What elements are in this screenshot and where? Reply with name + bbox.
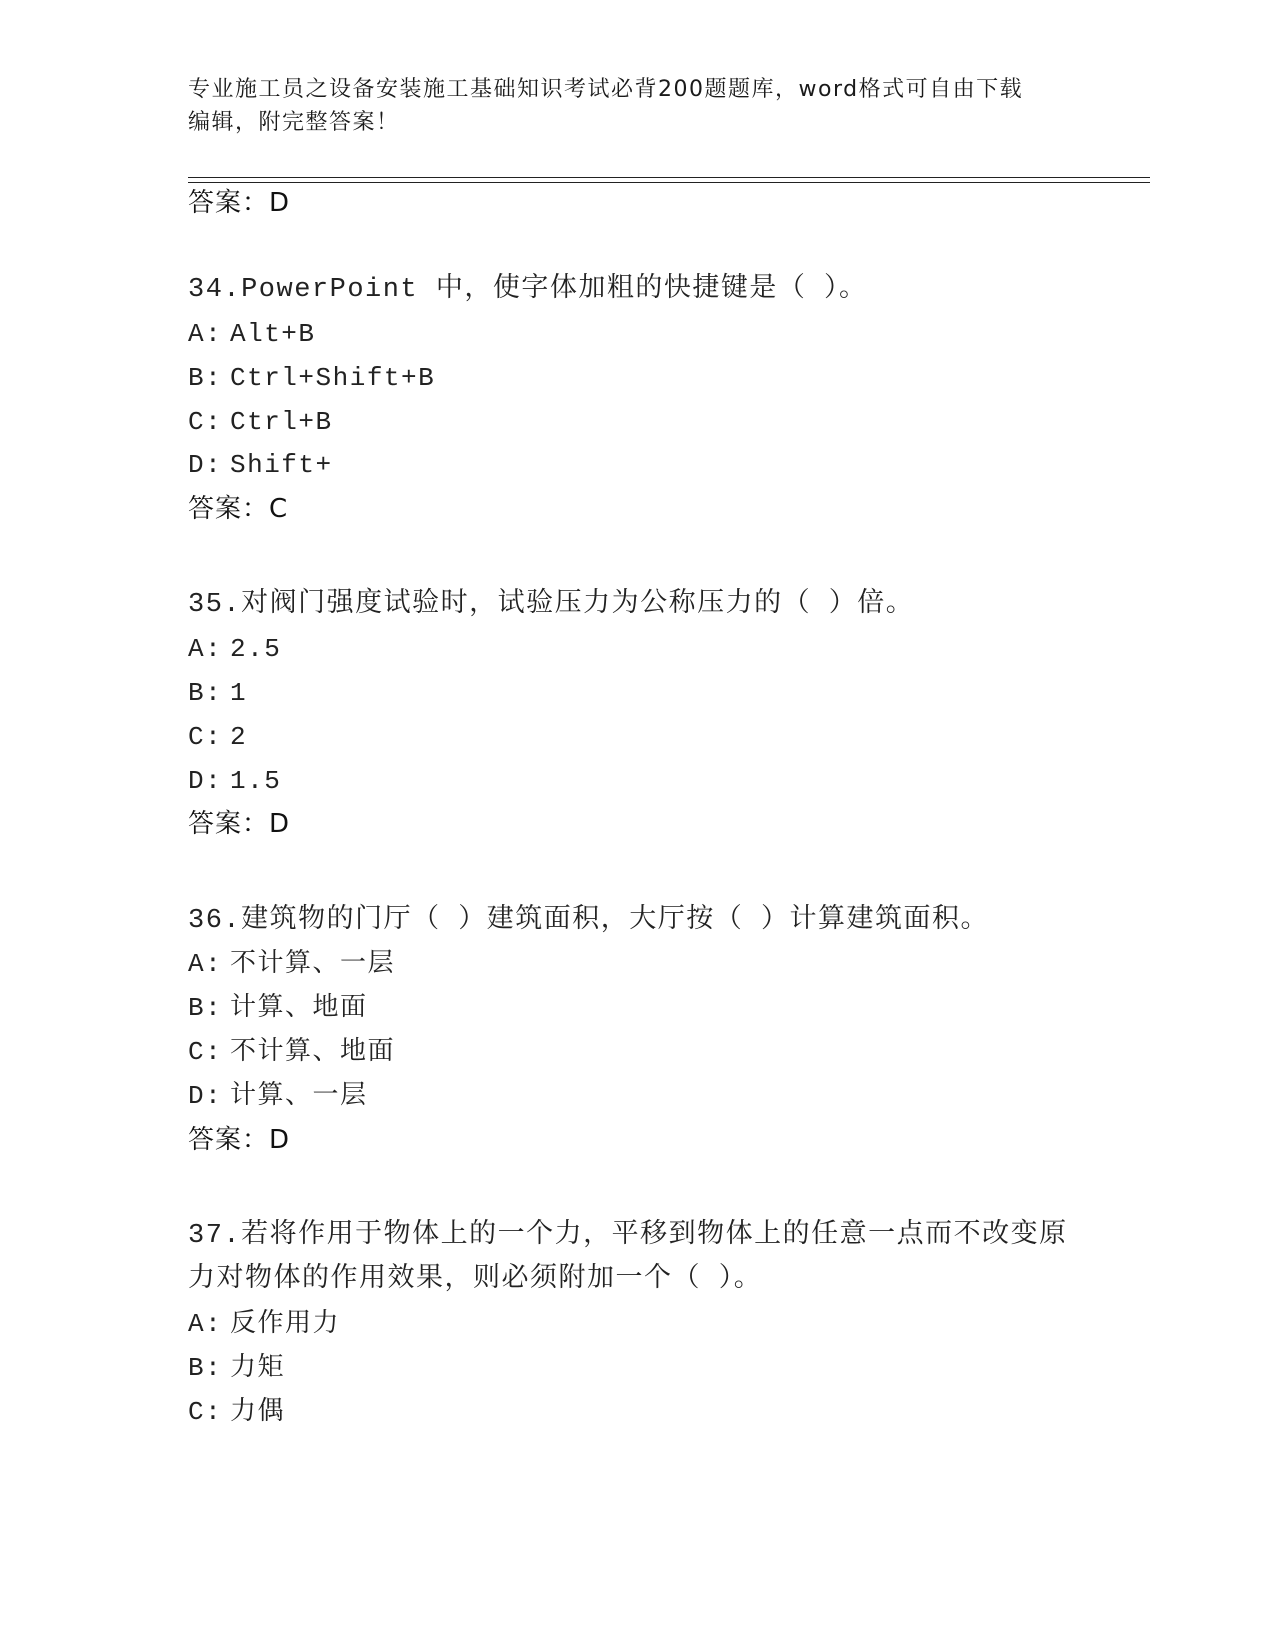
q35-option-a bbox=[188, 632, 281, 666]
q35-option-c bbox=[188, 720, 247, 754]
option-text: 不计算、地面 bbox=[230, 1037, 396, 1067]
option-text: 2.5 bbox=[230, 634, 282, 664]
header-title-line-1: 专业施工员之设备安装施工基础知识考试必背200题题库，word格式可自由下载 bbox=[188, 77, 1024, 102]
option-label: B: bbox=[188, 678, 223, 708]
document-header bbox=[188, 73, 1088, 139]
option-label: C: bbox=[188, 1397, 223, 1427]
option-text: Alt+B bbox=[230, 319, 316, 349]
q35-option-d bbox=[188, 764, 281, 798]
header-title-line-2: 编辑，附完整答案！ bbox=[188, 110, 400, 135]
q34-stem: 34.PowerPoint 中，使字体加粗的快捷键是（ ）。 bbox=[188, 275, 868, 305]
option-text: Ctrl+B bbox=[230, 407, 333, 437]
q33-answer: 答案：D bbox=[188, 188, 291, 218]
option-text: 反作用力 bbox=[230, 1309, 341, 1339]
header-divider-top bbox=[188, 177, 1150, 178]
option-label: B: bbox=[188, 363, 223, 393]
option-text: 2 bbox=[230, 722, 248, 752]
q36-option-b bbox=[188, 991, 368, 1025]
option-text: 力偶 bbox=[230, 1397, 286, 1427]
option-text: 力矩 bbox=[230, 1353, 286, 1383]
q36-option-c bbox=[188, 1035, 395, 1069]
option-text: 1 bbox=[230, 678, 248, 708]
option-label: B: bbox=[188, 993, 223, 1023]
option-label: D: bbox=[188, 450, 223, 480]
option-text: 计算、一层 bbox=[230, 1081, 368, 1111]
option-label: C: bbox=[188, 407, 223, 437]
option-text: Shift+ bbox=[230, 450, 333, 480]
q37-stem-line-2: 力对物体的作用效果，则必须附加一个（ ）。 bbox=[188, 1265, 763, 1295]
option-label: A: bbox=[188, 319, 223, 349]
q36-option-d bbox=[188, 1079, 368, 1113]
option-label: A: bbox=[188, 634, 223, 664]
q34-option-d bbox=[188, 448, 333, 482]
q35-stem: 35.对阀门强度试验时，试验压力为公称压力的（ ）倍。 bbox=[188, 590, 915, 620]
q35-option-b bbox=[188, 676, 247, 710]
q34-option-a bbox=[188, 317, 316, 351]
option-label: C: bbox=[188, 722, 223, 752]
option-label: A: bbox=[188, 949, 223, 979]
option-text: Ctrl+Shift+B bbox=[230, 363, 436, 393]
q36-option-a bbox=[188, 947, 395, 981]
q34-answer: 答案：C bbox=[188, 494, 289, 524]
option-label: D: bbox=[188, 766, 223, 796]
option-label: C: bbox=[188, 1037, 223, 1067]
q37-option-b bbox=[188, 1351, 285, 1385]
header-divider-bottom bbox=[188, 182, 1150, 183]
option-label: A: bbox=[188, 1309, 223, 1339]
q37-option-c bbox=[188, 1395, 285, 1429]
option-text: 不计算、一层 bbox=[230, 949, 396, 979]
q36-stem: 36.建筑物的门厅（ ）建筑面积，大厅按（ ）计算建筑面积。 bbox=[188, 906, 990, 936]
q37-option-a bbox=[188, 1307, 340, 1341]
option-label: B: bbox=[188, 1353, 223, 1383]
q36-answer: 答案：D bbox=[188, 1125, 291, 1155]
q37-stem-line-1: 37.若将作用于物体上的一个力，平移到物体上的任意一点而不改变原 bbox=[188, 1221, 1068, 1251]
q35-answer: 答案：D bbox=[188, 809, 291, 839]
q34-option-c bbox=[188, 405, 333, 439]
option-label: D: bbox=[188, 1081, 223, 1111]
option-text: 计算、地面 bbox=[230, 993, 368, 1023]
option-text: 1.5 bbox=[230, 766, 282, 796]
q34-option-b bbox=[188, 361, 435, 395]
